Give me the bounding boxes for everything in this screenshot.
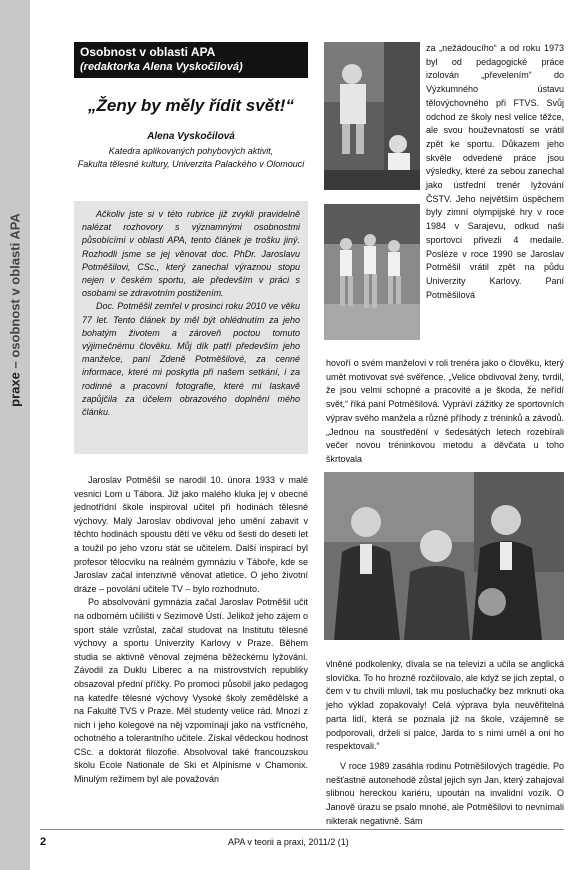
footer-rule — [40, 829, 564, 830]
body-paragraph-1: Jaroslav Potměšil se narodil 10. února 1933 v malé vesnici Lom u Tábora. Již jako malého kluka jej v obecné jednotřídní škole inspiroval učitel při hodinách tělesné výchovy. Malý Jaroslav obdivoval jeho umění zabavit v těchto hodinách spoustu dětí ve věku od šesti do deseti let a toužil po jeho vzoru stát se učitelem. Další inspirací byl profesor tělocviku na reálném gymnáziu v Táboře, kde se Jaroslav začal intenzivně věnovat atletice. O jeho životní dráze – povolání učitele TV – bylo rozhodnuto. — [74, 475, 308, 594]
section-label-bold: praxe — [7, 372, 23, 407]
body-right-bottom — [326, 658, 564, 828]
photo-children-image — [324, 42, 420, 190]
body-right-middle: hovoří o svém manželovi v roli trenéra jako o člověku, který umět motivovat své svěřence. „Velice obdivoval ženy, tvrdil, že jsou velmi schopné a pracovité a je škoda, že neřídí svět,“ říká paní Potměšilová. Vypráví zážitky ze sportovních výprav svého manžela a různé příhody z tréninků a závodů. „Jednou na soustředění v šedesátých letech rozebírali večer novou tréninkovou metodu a děvčata u toho škrtovala — [326, 358, 564, 464]
intro-paragraph-1: Ačkoliv jste si v této rubrice již zvykli pravidelně nalézat rozhovory s významnými osobnostmi působícími v oblasti APA, tento článek je trošku jiný. Rozhodli jsme se jej věnovat doc. PhDr. Jaroslavu Potměšilovi, CSc., který zanechal výraznou stopu nejen v českém sportu, ale především v práci s osobami se zdravotním postižením. — [82, 209, 300, 299]
section-label — [8, 213, 23, 407]
article-author: Alena Vyskočilová — [147, 131, 235, 142]
body-right-bottom-paragraph-1: vlněné podkolenky, dívala se na televizi a učila se anglická slovíčka. To ho hrozně rozčilovalo, ale když se jich zeptal, o čem v tu chvíli mluvil, tak mu posluchačky bez mrknutí oka jeho výklad zopakovaly! Celá výprava byla neuvěřitelná parta lidí, která se poznala již na škole, vzájemně se podporovali, drželi si palce, Jarda to s nimi uměl a oni ho respektovali.“ — [326, 659, 564, 752]
photo-group-portrait — [324, 472, 564, 640]
body-right-bottom-paragraph-2: V roce 1989 zasáhla rodinu Potměšilových tragédie. Po nešťastné autonehodě zůstal jejich syn Jan, který zahajoval slibnou hereckou kariéru, upoután na invalidní vozík. O Janově úrazu se psalo mnohé, ale Potměšilovi to nevnímali nikterak negativně. Sám — [326, 760, 564, 826]
rubric-title: Osobnost v oblasti APA — [80, 45, 216, 59]
affiliation-line-1: Katedra aplikovaných pohybových aktivit, — [108, 146, 274, 156]
section-sidebar — [0, 0, 30, 870]
rubric-header — [74, 42, 308, 78]
photo-children — [324, 42, 420, 190]
article-title: „Ženy by měly řídit svět!“ — [88, 96, 294, 115]
photo-runners-image — [324, 204, 420, 340]
page-number: 2 — [40, 836, 47, 848]
body-left-column — [74, 474, 308, 787]
photo-group-portrait-image — [324, 472, 564, 640]
article-affiliation — [68, 145, 314, 171]
journal-citation: APA v teorii a praxi, 2011/2 (1) — [228, 837, 349, 847]
affiliation-line-2: Fakulta tělesné kultury, Univerzita Palackého v Olomouci — [77, 159, 305, 169]
intro-box — [74, 201, 308, 454]
body-paragraph-2: Po absolvování gymnázia začal Jaroslav Potměšil učit na odborném učilišti v Sezimově Ústí. Jelikož jeho zájem o sport stále vzrůstal, začal studovat na Institutu tělesné výchovy a sportu Univerzity Karlovy v Praze. Během studia se aktivně věnoval zejména běžeckému lyžování. Závodil za Duklu Liberec a na mistrovstvích republiky obsazoval přední příčky. Po promoci působil jako pedagog na katedře tělesné výchovy Vysoké školy zemědělské a na Fakultě TVS v Praze. Měl studenty velice rád. Mnozí z nich i jeho kolegové na něj vzpomínají jako na vstřícného, ochotného a tolerantního učitele. Získal vědeckou hodnost CSc. a doktorát filozofie. Absolvoval také francouzskou školu Ecole Nationale de Ski et Alpinisme v Chamonix. Minulým režimem byl ale považován — [74, 597, 308, 785]
section-label-rest: – osobnost v oblasti APA — [7, 213, 23, 373]
intro-paragraph-2: Doc. Potměšil zemřel v prosinci roku 2010 ve věku 77 let. Tento článek by měl být ohlédnutím za jeho bohatým životem a zároveň poctou tomuto výjimečnému člověku. Můj dík patří především jeho manželce, paní Zdeně Potměšilové, za cenné informace, které mi poskytla při našem setkání, i za rodinné a pracovní fotografie, které mi laskavě zapůjčila za účelem obrazového doplnění mého článku. — [82, 301, 300, 418]
rubric-editor: (redaktorka Alena Vyskočilová) — [80, 61, 243, 73]
photo-runners — [324, 204, 420, 340]
body-right-top: za „nežádoucího“ a od roku 1973 byl od pedagogické práce izolován „převelením“ do Výzkumného ústavu tělovýchovného při FTVS. Svůj odchod ze školy nesl velice těžce, ale svou houževnatostí se vrátil zpět ke sportu. Důkazem jeho skvěle odvedené práce jsou výsledky, které za sebou zanechal jako ústřední trenér lyžování ČSTV. Jeho největším úspěchem byly zimní olympijské hry v roce 1984 v Sarajevu, odkud naši sportovci přivezli 4 medaile. Posléze v roce 1990 se Jaroslav Potměšil vrátil zpět na půdu Univerzity Karlovy. Paní Potměšilová — [426, 43, 564, 300]
